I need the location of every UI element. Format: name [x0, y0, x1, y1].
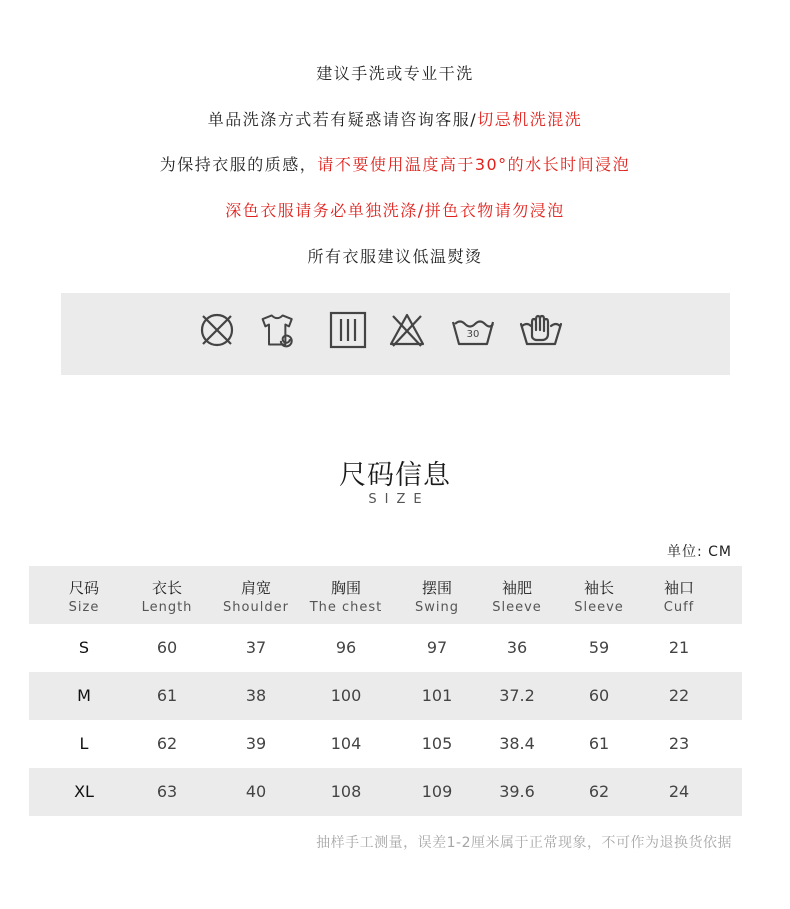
table-cell: 62 — [588, 782, 610, 801]
column-header-length — [122, 566, 212, 617]
wash-30-icon — [450, 310, 496, 350]
table-cell: 60 — [588, 686, 610, 705]
table-cell: 59 — [588, 638, 610, 657]
table-row — [29, 672, 742, 720]
table-cell: 21 — [668, 638, 690, 657]
table-cell: 105 — [421, 734, 453, 753]
table-row — [29, 720, 742, 768]
column-header-cn: 摆围 — [421, 579, 452, 597]
table-cell: 40 — [245, 782, 267, 801]
column-header-en: Sleeve — [492, 600, 542, 615]
table-cell: 37 — [245, 638, 267, 657]
table-cell: 38.4 — [499, 734, 535, 753]
column-header-en: Sleeve — [574, 600, 624, 615]
table-cell: 61 — [588, 734, 610, 753]
measurement-note: 抽样手工测量，误差1-2厘米属于正常现象，不可作为退换货依据 — [316, 835, 732, 851]
table-cell: 39.6 — [499, 782, 535, 801]
table-cell: 61 — [156, 686, 178, 705]
column-header-swing — [392, 566, 482, 617]
column-header-cn: 袖肥 — [501, 579, 532, 597]
table-cell: 97 — [426, 638, 448, 657]
column-header-en: Cuff — [663, 600, 695, 615]
table-cell: 23 — [668, 734, 690, 753]
care-line-2-text: 单品洗涤方式若有疑惑请咨询客服/ — [207, 110, 478, 129]
table-row — [29, 624, 742, 672]
line-dry-icon — [328, 310, 368, 350]
column-header-en: Shoulder — [223, 600, 289, 615]
unit-label: 单位: CM — [666, 544, 732, 560]
table-cell: 36 — [506, 638, 528, 657]
table-cell-size: L — [79, 734, 89, 753]
column-header-cn: 袖口 — [663, 579, 694, 597]
table-cell: 39 — [245, 734, 267, 753]
care-line-3 — [0, 155, 790, 175]
column-header-cn: 尺码 — [68, 579, 99, 597]
care-line-2-warning: 切忌机洗混洗 — [477, 110, 583, 129]
table-cell-size: XL — [74, 782, 94, 801]
table-cell: 37.2 — [499, 686, 535, 705]
table-cell: 38 — [245, 686, 267, 705]
hand-wash-icon — [518, 310, 564, 350]
table-cell: 100 — [330, 686, 362, 705]
table-row — [29, 768, 742, 816]
table-cell: 22 — [668, 686, 690, 705]
column-header-sleeve-width — [472, 566, 562, 617]
table-cell: 96 — [335, 638, 357, 657]
table-cell-size: M — [77, 686, 91, 705]
table-cell: 104 — [330, 734, 362, 753]
table-cell: 63 — [156, 782, 178, 801]
column-header-shoulder — [211, 566, 301, 617]
column-header-cn: 衣长 — [151, 579, 182, 597]
column-header-sleeve-length — [554, 566, 644, 617]
column-header-cn: 肩宽 — [240, 579, 271, 597]
care-line-1: 建议手洗或专业干洗 — [316, 64, 474, 83]
column-header-en: The chest — [309, 600, 383, 615]
size-section-subtitle: SIZE — [368, 492, 430, 507]
table-cell: 60 — [156, 638, 178, 657]
column-header-en: Size — [68, 600, 100, 615]
column-header-size — [39, 566, 129, 617]
care-icons-band — [61, 293, 730, 375]
no-bleach-icon — [197, 310, 237, 350]
hang-dry-icon — [259, 310, 299, 350]
care-line-3-warning: 请不要使用温度高于30°的水长时间浸泡 — [317, 155, 631, 174]
table-header-row — [29, 566, 742, 624]
column-header-chest — [296, 566, 396, 617]
wash-temp-label: 30 — [466, 329, 480, 340]
size-section-title: 尺码信息 — [339, 460, 451, 491]
size-table — [29, 566, 742, 816]
table-cell-size: S — [78, 638, 90, 657]
care-line-3-text: 为保持衣服的质感， — [159, 155, 318, 174]
care-line-2 — [0, 110, 790, 130]
table-cell: 109 — [421, 782, 453, 801]
column-header-cuff — [634, 566, 724, 617]
table-cell: 101 — [421, 686, 453, 705]
table-cell: 108 — [330, 782, 362, 801]
care-line-4: 深色衣服请务必单独洗涤/拼色衣物请勿浸泡 — [225, 201, 565, 220]
column-header-cn: 胸围 — [330, 579, 361, 597]
column-header-en: Length — [141, 600, 193, 615]
care-line-5: 所有衣服建议低温熨烫 — [307, 247, 483, 266]
table-cell: 24 — [668, 782, 690, 801]
table-cell: 62 — [156, 734, 178, 753]
column-header-cn: 袖长 — [583, 579, 614, 597]
no-chlorine-bleach-icon — [387, 310, 427, 350]
column-header-en: Swing — [415, 600, 459, 615]
